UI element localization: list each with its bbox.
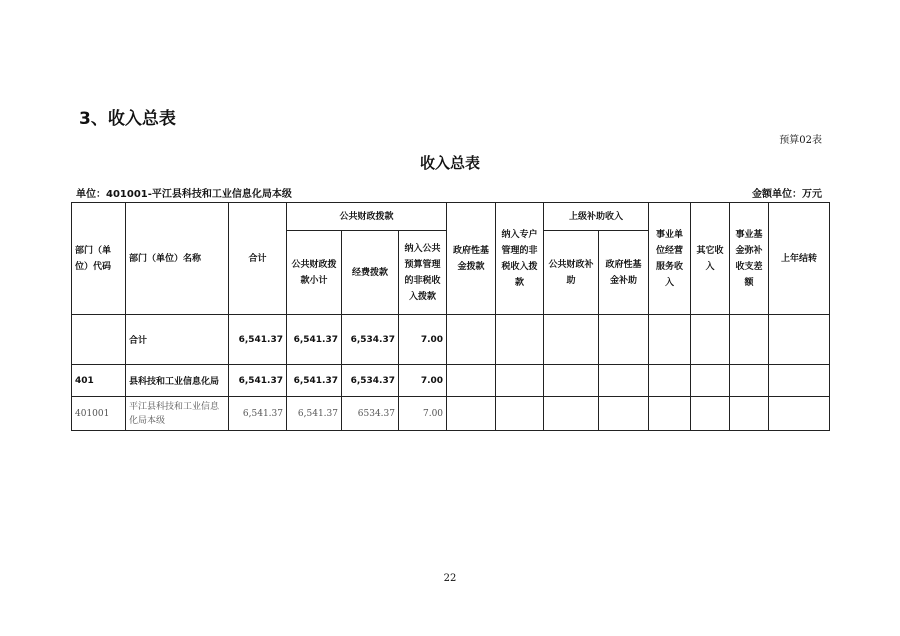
table-row: [72, 315, 830, 365]
form-code: 预算02表: [779, 135, 822, 146]
document-title: 收入总表: [419, 154, 480, 172]
row-pf-subtotal: 6,541.37: [287, 397, 342, 431]
row-name: 平江县科技和工业信息化局本级: [126, 397, 229, 431]
header-business-income: 事业单位经营服务收入: [649, 203, 691, 315]
header-dept-name: 部门（单位）名称: [126, 203, 229, 315]
header-other-income: 其它收入: [691, 203, 730, 315]
header-us-public: 公共财政补助: [544, 231, 599, 315]
table-row: [72, 397, 830, 431]
header-upper-subsidy: 上级补助收入: [544, 203, 649, 231]
amount-unit: 金额单位：万元: [752, 189, 822, 200]
row-name: 县科技和工业信息化局: [126, 365, 229, 397]
row-pf-nontax: 7.00: [399, 397, 447, 431]
header-special-nontax: 纳入专户管理的非税收入拨款: [496, 203, 544, 315]
row-pf-operating: 6,534.37: [342, 315, 399, 365]
table-row: [72, 365, 830, 397]
row-name: 合计: [126, 315, 229, 365]
header-gov-fund: 政府性基金拨款: [447, 203, 496, 315]
row-code: [72, 315, 126, 365]
row-pf-subtotal: 6,541.37: [287, 315, 342, 365]
row-code: 401001: [72, 397, 126, 431]
income-summary-table: [71, 202, 830, 431]
row-total: 6,541.37: [229, 397, 287, 431]
row-code: 401: [72, 365, 126, 397]
row-pf-operating: 6534.37: [342, 397, 399, 431]
header-public-finance: 公共财政拨款: [287, 203, 447, 231]
header-dept-code: 部门（单位）代码: [72, 203, 126, 315]
row-pf-operating: 6,534.37: [342, 365, 399, 397]
header-pf-nontax: 纳入公共预算管理的非税收入拨款: [399, 231, 447, 315]
header-row-1: [72, 203, 830, 231]
row-total: 6,541.37: [229, 365, 287, 397]
header-pf-operating: 经费拨款: [342, 231, 399, 315]
page-number: 22: [443, 573, 457, 584]
header-pf-subtotal: 公共财政拨款小计: [287, 231, 342, 315]
row-total: 6,541.37: [229, 315, 287, 365]
header-total: 合计: [229, 203, 287, 315]
section-heading: 3、收入总表: [79, 109, 176, 129]
row-pf-subtotal: 6,541.37: [287, 365, 342, 397]
row-pf-nontax: 7.00: [399, 365, 447, 397]
unit-line: 单位：401001-平江县科技和工业信息化局本级: [76, 189, 292, 200]
row-pf-nontax: 7.00: [399, 315, 447, 365]
header-carryover: 上年结转: [769, 203, 830, 315]
header-us-fund: 政府性基金补助: [599, 231, 649, 315]
header-fund-supplement: 事业基金弥补收支差额: [730, 203, 769, 315]
